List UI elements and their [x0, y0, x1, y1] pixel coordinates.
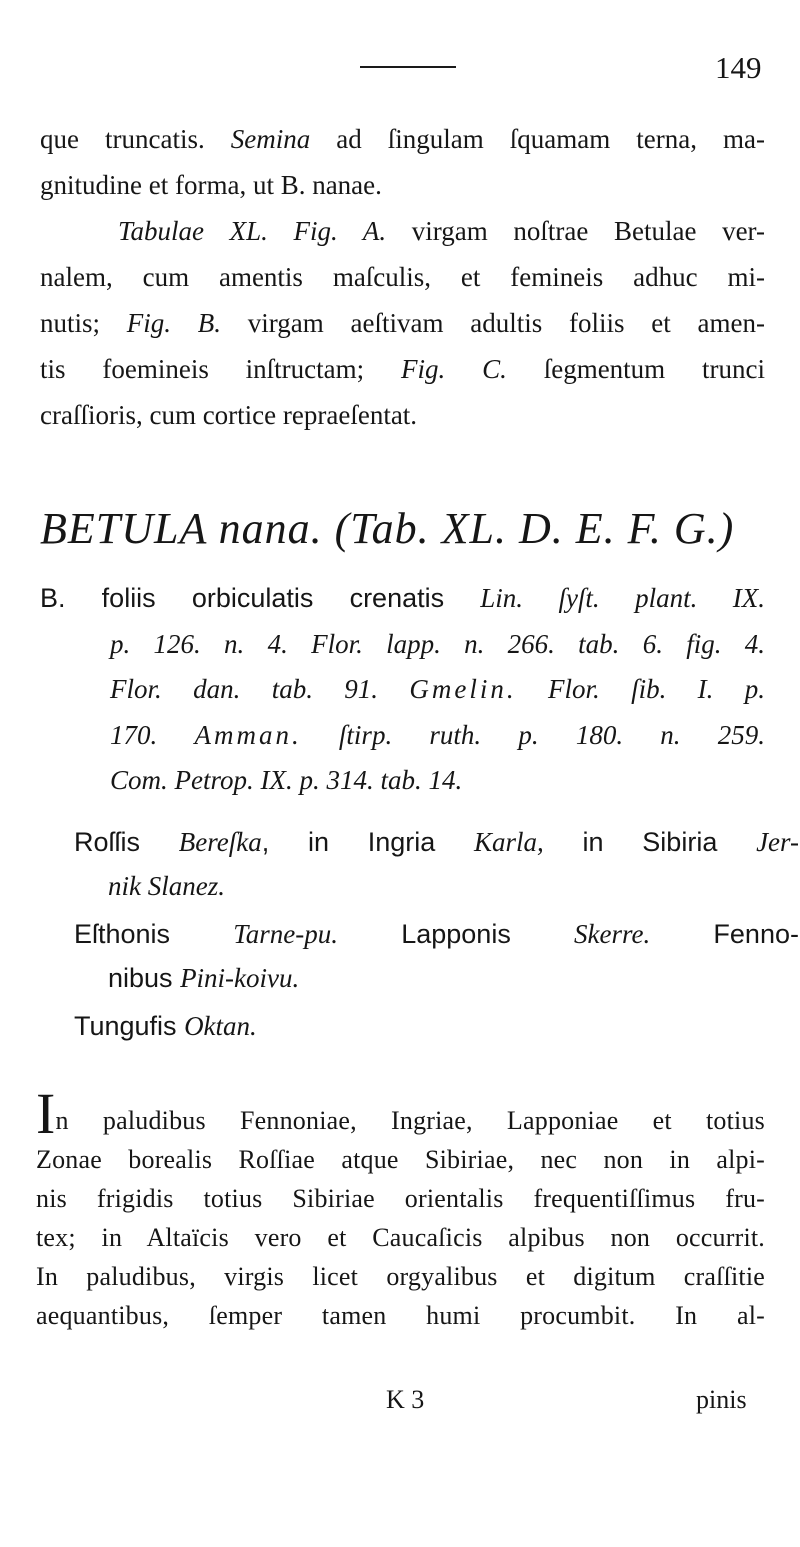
intro-paragraph: [40, 116, 765, 438]
synonymy-line: Flor. dan. tab. 91. Gmelin. Flor. ſib. I. p.: [110, 674, 765, 704]
intro-line: tis foemineis inſtructam; Fig. C. ſegmentum trunci: [40, 354, 766, 384]
vernacular-line: Eſthonis Tarne-pu. Lapponis Skerre. Fenno-: [74, 919, 799, 949]
description-line: In paludibus Fennoniae, Ingriae, Lapponiae et totius: [36, 1081, 765, 1146]
drop-capital: I: [36, 1081, 56, 1146]
description-line: nis frigidis totius Sibiriae orientalis frequentiſſimus fru-: [36, 1184, 765, 1213]
synonymy-line: B. foliis orbiculatis crenatis Lin. ſyſt. plant. IX.: [40, 583, 765, 613]
intro-line: Tabulae XL. Fig. A. virgam noſtrae Betulae ver-: [118, 216, 765, 246]
page-number: 149: [715, 50, 762, 85]
description-line: aequantibus, ſemper tamen humi procumbit. In al-: [36, 1301, 765, 1330]
header-rule: [360, 66, 456, 68]
vernacular-line: nibus Pini-koivu.: [108, 963, 300, 993]
intro-line: nutis; Fig. B. virgam aeſtivam adultis foliis et amen-: [40, 308, 765, 338]
intro-line: craſſioris, cum cortice repraeſentat.: [40, 400, 418, 430]
intro-line: nalem, cum amentis maſculis, et femineis adhuc mi-: [40, 262, 765, 292]
species-epithet: nana.: [206, 504, 323, 553]
vernacular-line: Roſſis Bereſka, in Ingria Karla, in Sibiria Jer-: [74, 827, 800, 857]
plate-reference: (Tab. XL. D. E. F. G.): [322, 504, 735, 553]
intro-line: gnitudine et forma, ut B. nanae.: [40, 170, 382, 200]
synonymy-line: 170. Amman. ſtirp. ruth. p. 180. n. 259.: [110, 719, 765, 750]
signature-mark: K 3: [386, 1385, 425, 1414]
synonymy-line: Com. Petrop. IX. p. 314. tab. 14.: [110, 765, 463, 795]
genus-name: BETULA: [40, 504, 207, 553]
description-paragraph: [36, 1081, 765, 1335]
vernacular-names: [74, 820, 800, 1048]
synonymy-block: [40, 576, 765, 804]
description-line: tex; in Altaïcis vero et Caucaſicis alpibus non occurrit.: [36, 1223, 765, 1252]
description-line: In paludibus, virgis licet orgyalibus et digitum craſſitie: [36, 1262, 765, 1291]
catchword: pinis: [696, 1385, 747, 1414]
synonymy-line: p. 126. n. 4. Flor. lapp. n. 266. tab. 6. fig. 4.: [110, 628, 765, 659]
species-heading: [40, 503, 734, 554]
vernacular-line: nik Slanez.: [108, 871, 225, 901]
description-line: Zonae borealis Roſſiae atque Sibiriae, nec non in alpi-: [36, 1145, 765, 1174]
intro-line: que truncatis. Semina ad ſingulam ſquamam terna, ma-: [40, 124, 765, 154]
vernacular-line: Tungufis Oktan.: [74, 1011, 257, 1041]
